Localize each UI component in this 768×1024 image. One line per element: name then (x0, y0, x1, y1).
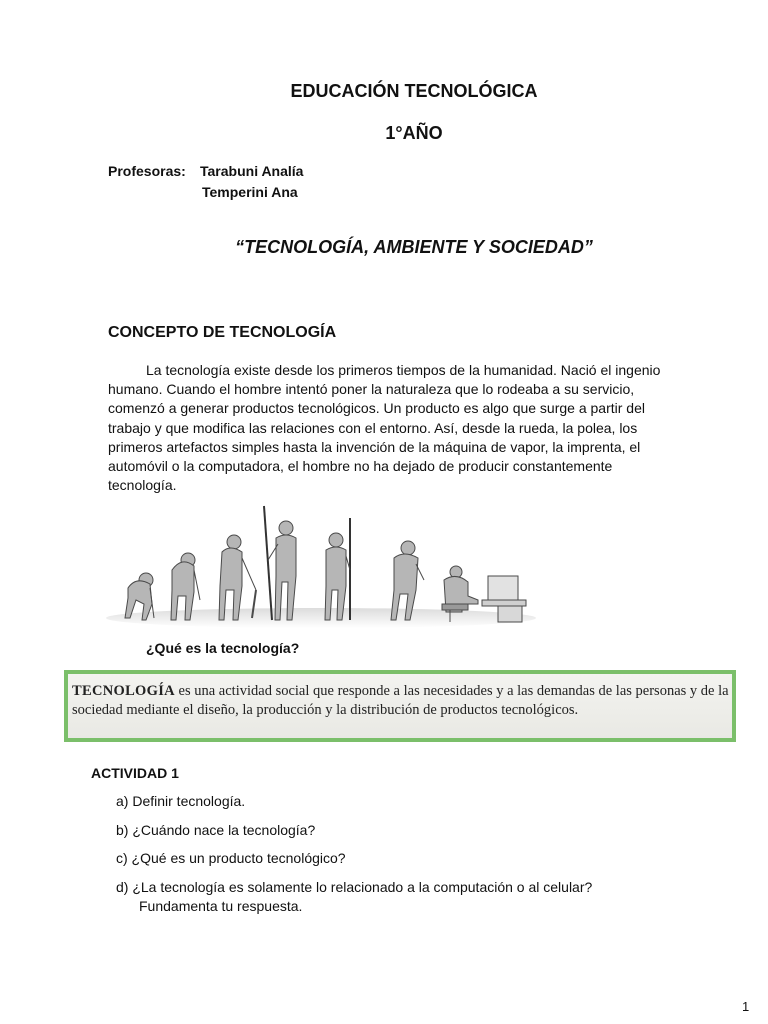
activity-heading: ACTIVIDAD 1 (91, 765, 179, 781)
definition-text: es una actividad social que responde a las necesidades y a las demandas de las personas y de la sociedad mediante el diseño, la producción y la distribución de productos tecnológicos. (72, 683, 729, 718)
definition-box (64, 670, 736, 742)
document-year: 1°AÑO (385, 123, 443, 143)
activity-item-b: b) ¿Cuándo nace la tecnología? (116, 822, 316, 838)
figure-walking (391, 541, 424, 620)
concept-heading: CONCEPTO DE TECNOLOGÍA (108, 324, 337, 341)
evolution-illustration (106, 500, 536, 630)
figure-hunched-2 (219, 535, 256, 620)
document-title: EDUCACIÓN TECNOLÓGICA (290, 81, 538, 101)
concept-paragraph: La tecnología existe desde los primeros tiempos de la humanidad. Nació el ingenio humano. Cuando el hombre intentó poner la naturaleza que lo rodeaba a su servicio, comenzó a generar productos tecnológicos. Un producto es algo que surge a partir del trabajo y que modifica las relaciones con el entorno. Así, desde la rueda, la polea, los primeros artefactos simples hasta la invención de la máquina de vapor, la imprenta, el automóvil o la computadora, el hombre no ha dejado de producir constantemente tecnología. (108, 362, 661, 494)
teacher-name-2: Temperini Ana (202, 184, 298, 200)
teacher-name-1: Tarabuni Analía (200, 163, 304, 179)
question-heading: ¿Qué es la tecnología? (146, 640, 300, 656)
definition-term: TECNOLOGÍA (72, 683, 175, 699)
page-number: 1 (742, 999, 750, 1014)
activity-item-d-continuation: Fundamenta tu respuesta. (139, 898, 303, 914)
figure-upright-stick (325, 518, 350, 620)
teachers-label: Profesoras: (108, 163, 186, 179)
activity-item-a: a) Definir tecnología. (116, 793, 246, 809)
figure-upright-spear (264, 506, 296, 620)
activity-item-d: d) ¿La tecnología es solamente lo relacionado a la computación o al celular? (116, 879, 593, 895)
activity-item-c: c) ¿Qué es un producto tecnológico? (116, 850, 346, 866)
document-subtitle: “TECNOLOGÍA, AMBIENTE Y SOCIEDAD” (235, 237, 593, 257)
